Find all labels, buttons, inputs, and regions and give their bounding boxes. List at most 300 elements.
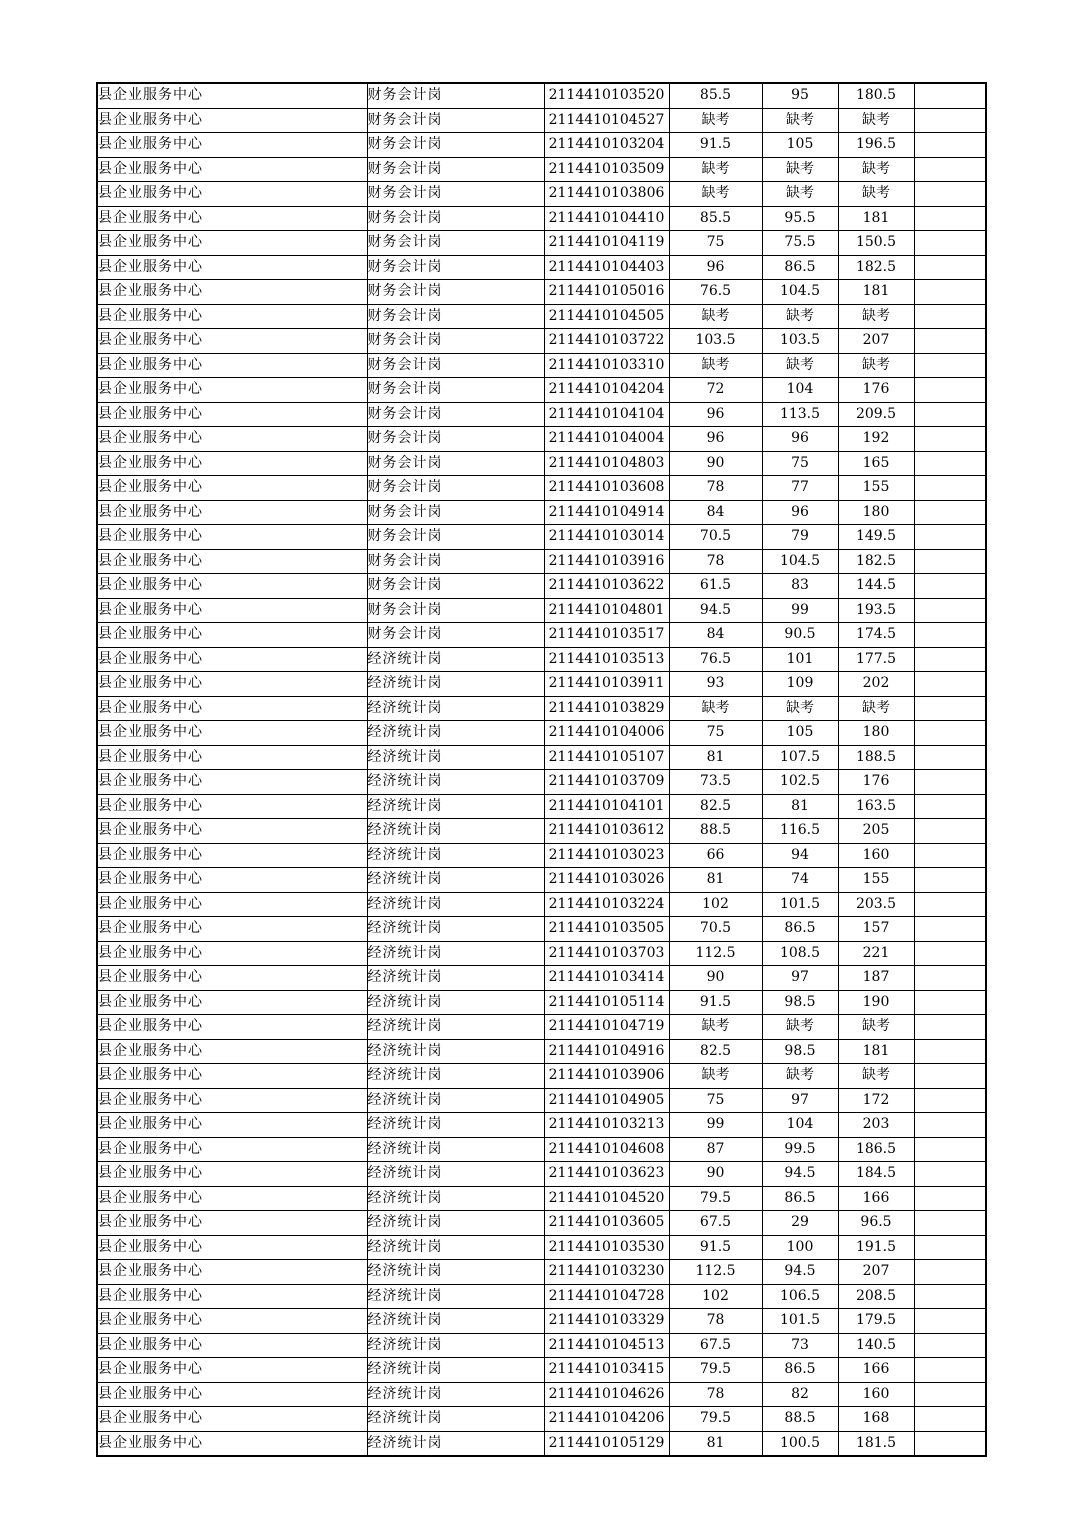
written-score-cell: 75	[669, 721, 762, 746]
table-row	[97, 525, 986, 550]
unit-cell: 县企业服务中心	[97, 1382, 367, 1407]
table-row	[97, 353, 986, 378]
table-row	[97, 647, 986, 672]
post-cell: 财务会计岗	[367, 427, 544, 452]
remark-cell	[914, 1260, 986, 1285]
exam-id-cell: 2114410103415	[544, 1358, 669, 1383]
total-score-cell: 144.5	[838, 574, 914, 599]
written-score-cell: 112.5	[669, 941, 762, 966]
post-cell: 经济统计岗	[367, 1309, 544, 1334]
table-row	[97, 1431, 986, 1456]
remark-cell	[914, 1064, 986, 1089]
table-row	[97, 1064, 986, 1089]
second-score-cell: 97	[762, 966, 838, 991]
unit-cell: 县企业服务中心	[97, 1260, 367, 1285]
exam-id-cell: 2114410103026	[544, 868, 669, 893]
table-row	[97, 598, 986, 623]
post-cell: 经济统计岗	[367, 966, 544, 991]
second-score-cell: 102.5	[762, 770, 838, 795]
unit-cell: 县企业服务中心	[97, 83, 367, 108]
total-score-cell: 180	[838, 721, 914, 746]
unit-cell: 县企业服务中心	[97, 1431, 367, 1456]
second-score-cell: 98.5	[762, 990, 838, 1015]
exam-id-cell: 2114410103530	[544, 1235, 669, 1260]
table-row	[97, 1407, 986, 1432]
remark-cell	[914, 623, 986, 648]
remark-cell	[914, 941, 986, 966]
second-score-cell: 109	[762, 672, 838, 697]
written-score-cell: 78	[669, 1309, 762, 1334]
second-score-cell: 缺考	[762, 696, 838, 721]
unit-cell: 县企业服务中心	[97, 696, 367, 721]
written-score-cell: 67.5	[669, 1333, 762, 1358]
second-score-cell: 100.5	[762, 1431, 838, 1456]
exam-id-cell: 2114410103605	[544, 1211, 669, 1236]
total-score-cell: 缺考	[838, 1064, 914, 1089]
unit-cell: 县企业服务中心	[97, 1039, 367, 1064]
post-cell: 经济统计岗	[367, 1260, 544, 1285]
post-cell: 经济统计岗	[367, 1088, 544, 1113]
unit-cell: 县企业服务中心	[97, 990, 367, 1015]
unit-cell: 县企业服务中心	[97, 623, 367, 648]
unit-cell: 县企业服务中心	[97, 427, 367, 452]
unit-cell: 县企业服务中心	[97, 819, 367, 844]
post-cell: 经济统计岗	[367, 1162, 544, 1187]
post-cell: 经济统计岗	[367, 1113, 544, 1138]
second-score-cell: 90.5	[762, 623, 838, 648]
second-score-cell: 75.5	[762, 231, 838, 256]
remark-cell	[914, 378, 986, 403]
unit-cell: 县企业服务中心	[97, 1211, 367, 1236]
remark-cell	[914, 83, 986, 108]
written-score-cell: 85.5	[669, 206, 762, 231]
second-score-cell: 79	[762, 525, 838, 550]
post-cell: 经济统计岗	[367, 721, 544, 746]
total-score-cell: 182.5	[838, 549, 914, 574]
exam-id-cell: 2114410103623	[544, 1162, 669, 1187]
total-score-cell: 179.5	[838, 1309, 914, 1334]
exam-id-cell: 2114410103916	[544, 549, 669, 574]
exam-id-cell: 2114410105129	[544, 1431, 669, 1456]
written-score-cell: 78	[669, 476, 762, 501]
total-score-cell: 192	[838, 427, 914, 452]
written-score-cell: 93	[669, 672, 762, 697]
total-score-cell: 缺考	[838, 108, 914, 133]
written-score-cell: 79.5	[669, 1358, 762, 1383]
table-row	[97, 623, 986, 648]
remark-cell	[914, 549, 986, 574]
total-score-cell: 缺考	[838, 353, 914, 378]
second-score-cell: 100	[762, 1235, 838, 1260]
post-cell: 财务会计岗	[367, 182, 544, 207]
total-score-cell: 155	[838, 476, 914, 501]
remark-cell	[914, 574, 986, 599]
exam-id-cell: 2114410103703	[544, 941, 669, 966]
table-row	[97, 1382, 986, 1407]
post-cell: 经济统计岗	[367, 1211, 544, 1236]
post-cell: 财务会计岗	[367, 231, 544, 256]
total-score-cell: 160	[838, 843, 914, 868]
unit-cell: 县企业服务中心	[97, 304, 367, 329]
remark-cell	[914, 329, 986, 354]
unit-cell: 县企业服务中心	[97, 157, 367, 182]
table-row	[97, 231, 986, 256]
post-cell: 经济统计岗	[367, 794, 544, 819]
exam-id-cell: 2114410104916	[544, 1039, 669, 1064]
unit-cell: 县企业服务中心	[97, 1113, 367, 1138]
written-score-cell: 87	[669, 1137, 762, 1162]
total-score-cell: 180	[838, 500, 914, 525]
exam-id-cell: 2114410103520	[544, 83, 669, 108]
post-cell: 经济统计岗	[367, 1064, 544, 1089]
post-cell: 财务会计岗	[367, 549, 544, 574]
exam-id-cell: 2114410104204	[544, 378, 669, 403]
remark-cell	[914, 280, 986, 305]
written-score-cell: 67.5	[669, 1211, 762, 1236]
second-score-cell: 83	[762, 574, 838, 599]
written-score-cell: 82.5	[669, 1039, 762, 1064]
total-score-cell: 209.5	[838, 402, 914, 427]
remark-cell	[914, 917, 986, 942]
second-score-cell: 缺考	[762, 1064, 838, 1089]
second-score-cell: 88.5	[762, 1407, 838, 1432]
remark-cell	[914, 231, 986, 256]
total-score-cell: 176	[838, 770, 914, 795]
table-row	[97, 1235, 986, 1260]
exam-id-cell: 2114410103622	[544, 574, 669, 599]
remark-cell	[914, 868, 986, 893]
exam-id-cell: 2114410103906	[544, 1064, 669, 1089]
post-cell: 财务会计岗	[367, 255, 544, 280]
exam-id-cell: 2114410104410	[544, 206, 669, 231]
exam-id-cell: 2114410104801	[544, 598, 669, 623]
table-row	[97, 402, 986, 427]
second-score-cell: 96	[762, 427, 838, 452]
written-score-cell: 缺考	[669, 182, 762, 207]
unit-cell: 县企业服务中心	[97, 1137, 367, 1162]
exam-id-cell: 2114410103213	[544, 1113, 669, 1138]
table-row	[97, 549, 986, 574]
remark-cell	[914, 108, 986, 133]
exam-id-cell: 2114410103414	[544, 966, 669, 991]
post-cell: 财务会计岗	[367, 525, 544, 550]
written-score-cell: 73.5	[669, 770, 762, 795]
post-cell: 经济统计岗	[367, 892, 544, 917]
written-score-cell: 81	[669, 1431, 762, 1456]
table-row	[97, 500, 986, 525]
total-score-cell: 168	[838, 1407, 914, 1432]
post-cell: 经济统计岗	[367, 672, 544, 697]
written-score-cell: 85.5	[669, 83, 762, 108]
unit-cell: 县企业服务中心	[97, 525, 367, 550]
remark-cell	[914, 1358, 986, 1383]
remark-cell	[914, 1211, 986, 1236]
table-row	[97, 990, 986, 1015]
table-row	[97, 427, 986, 452]
total-score-cell: 缺考	[838, 304, 914, 329]
written-score-cell: 缺考	[669, 353, 762, 378]
unit-cell: 县企业服务中心	[97, 574, 367, 599]
score-table	[96, 82, 987, 1457]
exam-id-cell: 2114410103911	[544, 672, 669, 697]
written-score-cell: 84	[669, 500, 762, 525]
written-score-cell: 78	[669, 549, 762, 574]
post-cell: 经济统计岗	[367, 1137, 544, 1162]
table-row	[97, 280, 986, 305]
remark-cell	[914, 476, 986, 501]
second-score-cell: 74	[762, 868, 838, 893]
written-score-cell: 缺考	[669, 696, 762, 721]
second-score-cell: 99.5	[762, 1137, 838, 1162]
exam-id-cell: 2114410103608	[544, 476, 669, 501]
exam-id-cell: 2114410103829	[544, 696, 669, 721]
unit-cell: 县企业服务中心	[97, 868, 367, 893]
written-score-cell: 103.5	[669, 329, 762, 354]
remark-cell	[914, 598, 986, 623]
second-score-cell: 缺考	[762, 157, 838, 182]
total-score-cell: 181	[838, 206, 914, 231]
written-score-cell: 99	[669, 1113, 762, 1138]
written-score-cell: 75	[669, 1088, 762, 1113]
exam-id-cell: 2114410104905	[544, 1088, 669, 1113]
unit-cell: 县企业服务中心	[97, 892, 367, 917]
exam-id-cell: 2114410104505	[544, 304, 669, 329]
exam-id-cell: 2114410103505	[544, 917, 669, 942]
total-score-cell: 缺考	[838, 1015, 914, 1040]
unit-cell: 县企业服务中心	[97, 329, 367, 354]
total-score-cell: 166	[838, 1358, 914, 1383]
written-score-cell: 90	[669, 1162, 762, 1187]
table-row	[97, 1333, 986, 1358]
written-score-cell: 96	[669, 255, 762, 280]
remark-cell	[914, 1382, 986, 1407]
second-score-cell: 29	[762, 1211, 838, 1236]
unit-cell: 县企业服务中心	[97, 1015, 367, 1040]
total-score-cell: 缺考	[838, 182, 914, 207]
remark-cell	[914, 843, 986, 868]
total-score-cell: 163.5	[838, 794, 914, 819]
table-row	[97, 1113, 986, 1138]
remark-cell	[914, 1309, 986, 1334]
second-score-cell: 86.5	[762, 917, 838, 942]
total-score-cell: 96.5	[838, 1211, 914, 1236]
total-score-cell: 187	[838, 966, 914, 991]
remark-cell	[914, 819, 986, 844]
table-row	[97, 892, 986, 917]
post-cell: 财务会计岗	[367, 353, 544, 378]
second-score-cell: 101.5	[762, 892, 838, 917]
post-cell: 经济统计岗	[367, 1235, 544, 1260]
remark-cell	[914, 770, 986, 795]
second-score-cell: 101	[762, 647, 838, 672]
total-score-cell: 205	[838, 819, 914, 844]
exam-id-cell: 2114410104914	[544, 500, 669, 525]
second-score-cell: 97	[762, 1088, 838, 1113]
table-row	[97, 696, 986, 721]
exam-id-cell: 2114410103014	[544, 525, 669, 550]
total-score-cell: 150.5	[838, 231, 914, 256]
remark-cell	[914, 672, 986, 697]
total-score-cell: 181	[838, 1039, 914, 1064]
post-cell: 经济统计岗	[367, 1333, 544, 1358]
unit-cell: 县企业服务中心	[97, 1358, 367, 1383]
post-cell: 经济统计岗	[367, 1407, 544, 1432]
unit-cell: 县企业服务中心	[97, 966, 367, 991]
exam-id-cell: 2114410104104	[544, 402, 669, 427]
second-score-cell: 缺考	[762, 182, 838, 207]
post-cell: 财务会计岗	[367, 157, 544, 182]
total-score-cell: 160	[838, 1382, 914, 1407]
post-cell: 财务会计岗	[367, 304, 544, 329]
total-score-cell: 155	[838, 868, 914, 893]
total-score-cell: 203	[838, 1113, 914, 1138]
total-score-cell: 149.5	[838, 525, 914, 550]
remark-cell	[914, 1284, 986, 1309]
second-score-cell: 95	[762, 83, 838, 108]
table-row	[97, 255, 986, 280]
exam-id-cell: 2114410104608	[544, 1137, 669, 1162]
unit-cell: 县企业服务中心	[97, 1333, 367, 1358]
written-score-cell: 72	[669, 378, 762, 403]
exam-id-cell: 2114410105107	[544, 745, 669, 770]
written-score-cell: 91.5	[669, 1235, 762, 1260]
remark-cell	[914, 304, 986, 329]
post-cell: 财务会计岗	[367, 378, 544, 403]
remark-cell	[914, 990, 986, 1015]
table-row	[97, 1309, 986, 1334]
table-row	[97, 794, 986, 819]
remark-cell	[914, 966, 986, 991]
post-cell: 经济统计岗	[367, 868, 544, 893]
table-row	[97, 1137, 986, 1162]
remark-cell	[914, 133, 986, 158]
unit-cell: 县企业服务中心	[97, 941, 367, 966]
second-score-cell: 缺考	[762, 108, 838, 133]
exam-id-cell: 2114410104520	[544, 1186, 669, 1211]
second-score-cell: 107.5	[762, 745, 838, 770]
remark-cell	[914, 721, 986, 746]
post-cell: 财务会计岗	[367, 402, 544, 427]
post-cell: 财务会计岗	[367, 476, 544, 501]
written-score-cell: 79.5	[669, 1407, 762, 1432]
second-score-cell: 113.5	[762, 402, 838, 427]
table-row	[97, 843, 986, 868]
exam-id-cell: 2114410103513	[544, 647, 669, 672]
remark-cell	[914, 696, 986, 721]
exam-id-cell: 2114410105114	[544, 990, 669, 1015]
exam-id-cell: 2114410103722	[544, 329, 669, 354]
second-score-cell: 75	[762, 451, 838, 476]
written-score-cell: 75	[669, 231, 762, 256]
post-cell: 经济统计岗	[367, 1358, 544, 1383]
exam-id-cell: 2114410104719	[544, 1015, 669, 1040]
exam-id-cell: 2114410104004	[544, 427, 669, 452]
total-score-cell: 174.5	[838, 623, 914, 648]
table-row	[97, 1211, 986, 1236]
total-score-cell: 140.5	[838, 1333, 914, 1358]
post-cell: 经济统计岗	[367, 1431, 544, 1456]
post-cell: 财务会计岗	[367, 133, 544, 158]
unit-cell: 县企业服务中心	[97, 1088, 367, 1113]
table-row	[97, 721, 986, 746]
remark-cell	[914, 206, 986, 231]
second-score-cell: 94.5	[762, 1260, 838, 1285]
table-row	[97, 1015, 986, 1040]
written-score-cell: 96	[669, 427, 762, 452]
table-row	[97, 1039, 986, 1064]
total-score-cell: 191.5	[838, 1235, 914, 1260]
table-row	[97, 108, 986, 133]
unit-cell: 县企业服务中心	[97, 206, 367, 231]
exam-id-cell: 2114410104119	[544, 231, 669, 256]
remark-cell	[914, 647, 986, 672]
remark-cell	[914, 255, 986, 280]
table-row	[97, 182, 986, 207]
unit-cell: 县企业服务中心	[97, 549, 367, 574]
written-score-cell: 82.5	[669, 794, 762, 819]
table-row	[97, 672, 986, 697]
post-cell: 经济统计岗	[367, 696, 544, 721]
written-score-cell: 缺考	[669, 157, 762, 182]
written-score-cell: 81	[669, 745, 762, 770]
unit-cell: 县企业服务中心	[97, 1309, 367, 1334]
total-score-cell: 181.5	[838, 1431, 914, 1456]
exam-id-cell: 2114410104626	[544, 1382, 669, 1407]
remark-cell	[914, 1113, 986, 1138]
unit-cell: 县企业服务中心	[97, 255, 367, 280]
second-score-cell: 105	[762, 133, 838, 158]
unit-cell: 县企业服务中心	[97, 1186, 367, 1211]
second-score-cell: 缺考	[762, 304, 838, 329]
unit-cell: 县企业服务中心	[97, 598, 367, 623]
total-score-cell: 165	[838, 451, 914, 476]
exam-id-cell: 2114410104527	[544, 108, 669, 133]
written-score-cell: 76.5	[669, 647, 762, 672]
post-cell: 经济统计岗	[367, 819, 544, 844]
table-row	[97, 819, 986, 844]
unit-cell: 县企业服务中心	[97, 917, 367, 942]
written-score-cell: 94.5	[669, 598, 762, 623]
post-cell: 经济统计岗	[367, 990, 544, 1015]
written-score-cell: 缺考	[669, 1015, 762, 1040]
second-score-cell: 86.5	[762, 1358, 838, 1383]
unit-cell: 县企业服务中心	[97, 108, 367, 133]
remark-cell	[914, 1137, 986, 1162]
remark-cell	[914, 157, 986, 182]
total-score-cell: 177.5	[838, 647, 914, 672]
exam-id-cell: 2114410104101	[544, 794, 669, 819]
second-score-cell: 77	[762, 476, 838, 501]
second-score-cell: 108.5	[762, 941, 838, 966]
remark-cell	[914, 1431, 986, 1456]
remark-cell	[914, 1162, 986, 1187]
table-row	[97, 574, 986, 599]
second-score-cell: 98.5	[762, 1039, 838, 1064]
unit-cell: 县企业服务中心	[97, 500, 367, 525]
remark-cell	[914, 745, 986, 770]
second-score-cell: 104	[762, 378, 838, 403]
unit-cell: 县企业服务中心	[97, 647, 367, 672]
table-row	[97, 1284, 986, 1309]
remark-cell	[914, 1039, 986, 1064]
unit-cell: 县企业服务中心	[97, 182, 367, 207]
table-row	[97, 966, 986, 991]
post-cell: 财务会计岗	[367, 329, 544, 354]
total-score-cell: 182.5	[838, 255, 914, 280]
second-score-cell: 缺考	[762, 353, 838, 378]
exam-id-cell: 2114410103509	[544, 157, 669, 182]
second-score-cell: 94.5	[762, 1162, 838, 1187]
